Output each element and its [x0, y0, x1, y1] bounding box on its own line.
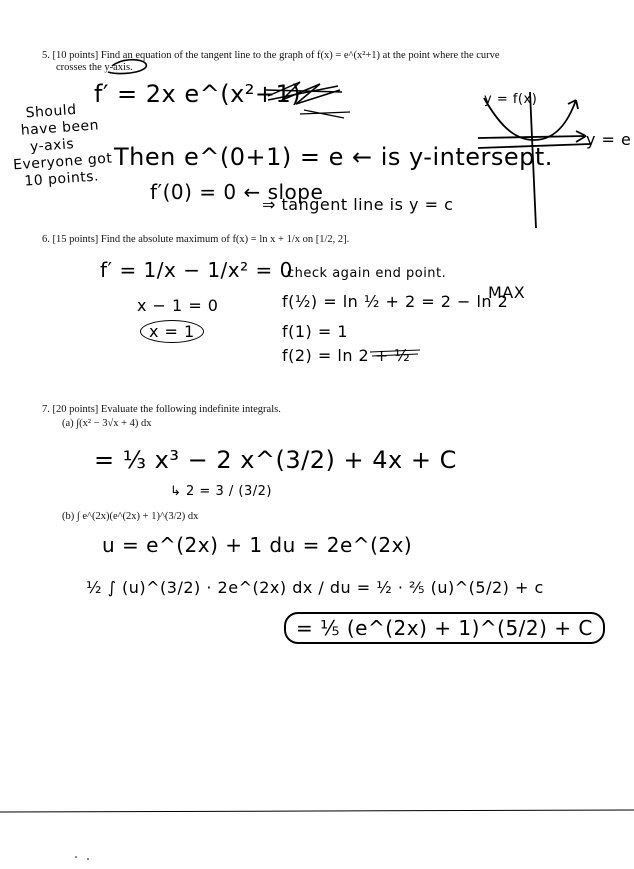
p6-f-two: f(2) = ln 2 + ½	[282, 346, 411, 365]
problem-5-statement: 5. [10 points] Find an equation of the tangent line to the graph of f(x) = e^(x²+1) at the point where the curve	[42, 50, 500, 61]
p6-f-half: f(½) = ln ½ + 2 = 2 − ln 2	[282, 292, 509, 311]
p7a-note: ↳ 2 = 3 / (3/2)	[170, 484, 272, 499]
speck	[75, 856, 77, 858]
p7b-answer-box: = ⅕ (e^(2x) + 1)^(5/2) + C	[284, 612, 605, 644]
p5-side-note	[9, 100, 114, 192]
p5-then-line: Then e^(0+1) = e ← is y-intersept.	[114, 143, 553, 171]
crossed-out-scribble-2	[300, 110, 350, 118]
problem-7b-statement: (b) ∫ e^(2x)(e^(2x) + 1)^(3/2) dx	[62, 511, 199, 522]
p5-graph-line-label: y = e	[586, 130, 632, 149]
p6-max-label: MAX	[488, 283, 526, 302]
p5-derivative: f′ = 2x e^(x²+1)	[94, 80, 302, 108]
p7b-integral: ½ ∫ (u)^(3/2) · 2e^(2x) dx / du = ½ · ⅖ (u)^(5/2) + c	[86, 578, 544, 597]
p6-f-one: f(1) = 1	[282, 322, 349, 341]
page-bottom-rule	[0, 810, 634, 812]
p5-graph-curve-label: y = f(x)	[484, 92, 538, 107]
problem-7-statement: 7. [20 points] Evaluate the following indefinite integrals.	[42, 404, 281, 415]
p6-root: x = 1	[140, 320, 204, 343]
p5-tangent-line: ⇒ tangent line is y = c	[262, 195, 454, 214]
p6-step: x − 1 = 0	[137, 296, 219, 315]
p5-slope-line: f′(0) = 0 ← slope	[150, 180, 324, 204]
speck	[87, 858, 89, 860]
p6-derivative: f′ = 1/x − 1/x² = 0	[100, 258, 293, 282]
side-note-line: Everyone got	[12, 150, 113, 174]
problem-5-statement-cont: crosses the y-axis.	[56, 62, 133, 73]
p7a-work: = ⅓ x³ − 2 x^(3/2) + 4x + C	[94, 446, 457, 474]
p7b-substitution: u = e^(2x) + 1 du = 2e^(2x)	[102, 533, 413, 557]
side-note-line: y-axis	[29, 136, 75, 156]
side-note-line: have been	[20, 117, 100, 139]
side-note-line: Should	[25, 101, 78, 122]
problem-7a-statement: (a) ∫(x² − 3√x + 4) dx	[62, 418, 152, 429]
side-note-line: 10 points.	[23, 168, 100, 190]
p6-check-endpoints: check again end point.	[287, 266, 447, 281]
problem-6-statement: 6. [15 points] Find the absolute maximum of f(x) = ln x + 1/x on [1/2, 2].	[42, 234, 350, 245]
